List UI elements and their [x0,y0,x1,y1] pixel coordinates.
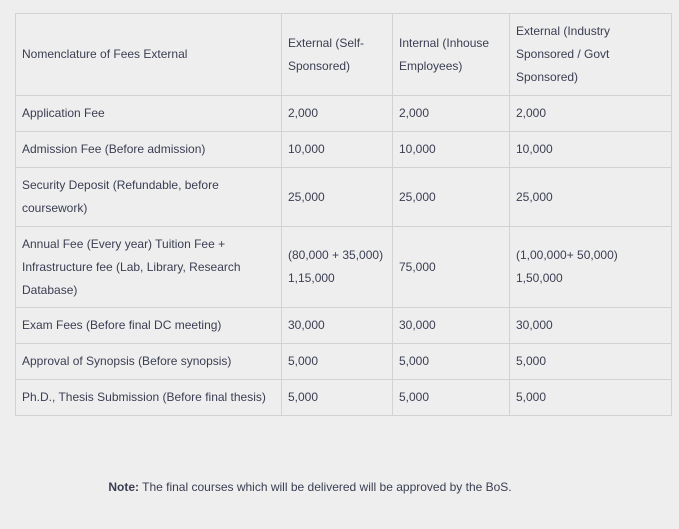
fee-name: Admission Fee (Before admission) [16,132,282,168]
fee-value: 75,000 [393,227,510,308]
table-row [16,96,672,132]
table-header-row [16,14,672,96]
fee-value: 5,000 [282,344,393,380]
header-nomenclature: Nomenclature of Fees External [16,14,282,96]
fee-value: 25,000 [510,168,672,227]
fee-value: (1,00,000+ 50,000) 1,50,000 [510,227,672,308]
fee-value: 25,000 [282,168,393,227]
note-body: The final courses which will be delivered will be approved by the BoS. [139,480,512,494]
fee-value: 30,000 [510,308,672,344]
fee-value: 5,000 [510,380,672,416]
fee-name: Annual Fee (Every year) Tuition Fee + Infrastructure fee (Lab, Library, Research Database) [16,227,282,308]
note-label: Note: [108,480,139,494]
fee-value: 5,000 [393,344,510,380]
fee-value: 5,000 [282,380,393,416]
table-row [16,308,672,344]
fee-value: 10,000 [510,132,672,168]
note-text [0,480,620,494]
fee-value: 30,000 [282,308,393,344]
header-external-industry-govt: External (Industry Sponsored / Govt Sponsored) [510,14,672,96]
table-row [16,227,672,308]
fee-value: 5,000 [393,380,510,416]
header-external-self-sponsored: External (Self-Sponsored) [282,14,393,96]
table-row [16,132,672,168]
fee-value: (80,000 + 35,000) 1,15,000 [282,227,393,308]
fee-value: 30,000 [393,308,510,344]
fee-name: Exam Fees (Before final DC meeting) [16,308,282,344]
fee-name: Security Deposit (Refundable, before coursework) [16,168,282,227]
fee-value: 10,000 [282,132,393,168]
fee-name: Application Fee [16,96,282,132]
fee-name: Ph.D., Thesis Submission (Before final thesis) [16,380,282,416]
table-row [16,344,672,380]
fee-value: 2,000 [282,96,393,132]
fee-value: 2,000 [510,96,672,132]
fee-value: 25,000 [393,168,510,227]
fee-value: 10,000 [393,132,510,168]
fee-value: 2,000 [393,96,510,132]
fee-value: 5,000 [510,344,672,380]
table-row [16,380,672,416]
table-row [16,168,672,227]
fee-name: Approval of Synopsis (Before synopsis) [16,344,282,380]
header-internal-inhouse: Internal (Inhouse Employees) [393,14,510,96]
fees-table [15,13,672,416]
